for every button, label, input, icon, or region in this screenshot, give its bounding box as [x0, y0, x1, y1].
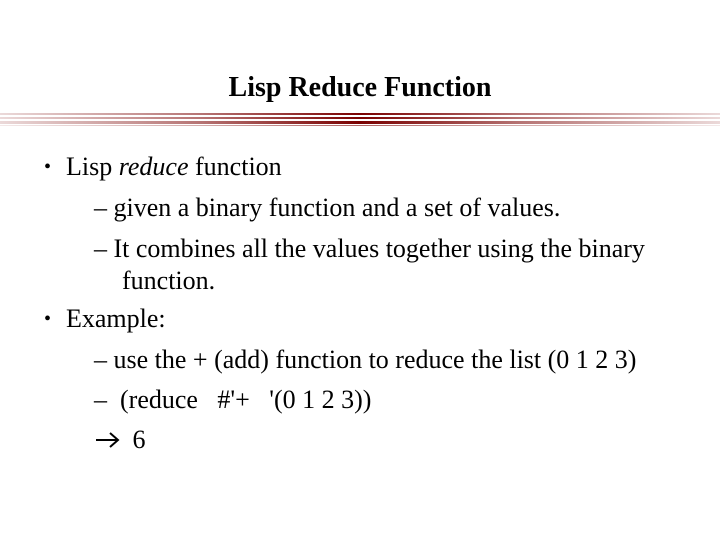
bullet-dot-icon: • [44, 308, 52, 330]
bullet-item: Example: [66, 304, 166, 333]
sub-item-text: given a binary function and a set of values. [113, 193, 561, 222]
dash-marker: – [94, 193, 107, 222]
sub-item [94, 193, 560, 223]
sub-item [94, 385, 371, 415]
bullet-text-emphasis: reduce [118, 152, 189, 181]
sub-item [94, 345, 636, 375]
bullet-item [66, 152, 282, 182]
sub-item [94, 234, 645, 264]
dash-marker: – [94, 345, 107, 374]
slide-title: Lisp Reduce Function [228, 72, 492, 103]
bullet-text-suffix: function [188, 152, 282, 181]
right-arrow-icon [94, 430, 122, 450]
bullet-dot-icon: • [44, 156, 52, 178]
sub-item-continuation: function. [122, 266, 216, 295]
sub-item-text: It combines all the values together using the binary [113, 234, 645, 263]
code-example: (reduce #'+ '(0 1 2 3)) [120, 385, 372, 414]
result-value: 6 [132, 425, 146, 454]
dash-marker: – [94, 385, 107, 414]
sub-item-text: use the + (add) function to reduce the list (0 1 2 3) [113, 345, 637, 374]
bullet-text-prefix: Lisp [66, 152, 119, 181]
result-line [94, 425, 146, 455]
dash-marker: – [94, 234, 107, 263]
